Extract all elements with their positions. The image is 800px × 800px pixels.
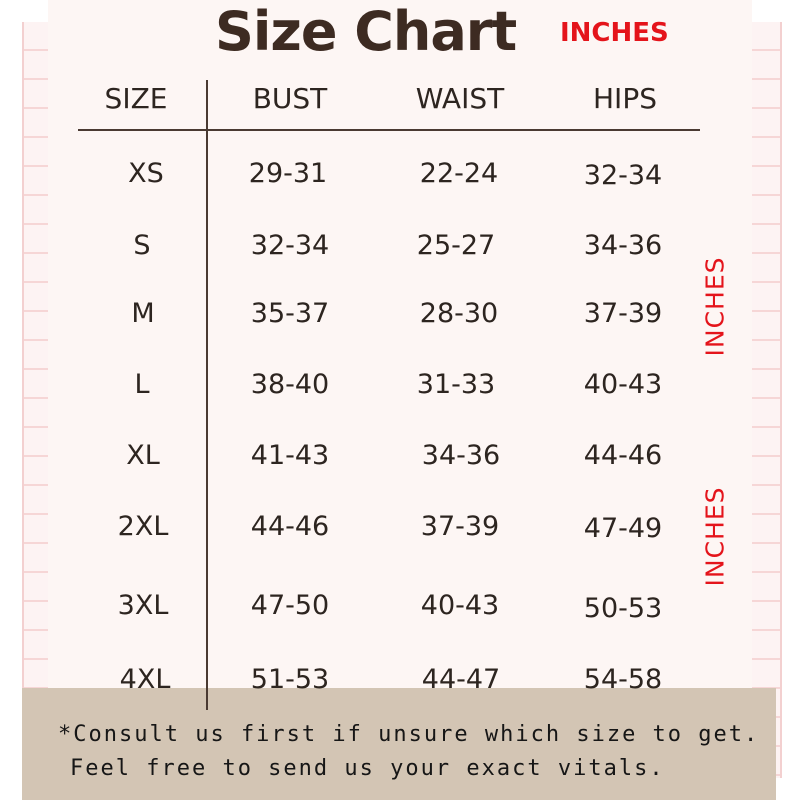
bust-cell: 29-31: [248, 158, 328, 189]
footer-note-vitals: Feel free to send us your exact vitals.: [70, 756, 665, 781]
size-cell: XS: [128, 158, 164, 189]
side-unit-label: INCHES: [700, 256, 730, 357]
hips-cell: 37-39: [583, 298, 663, 329]
waist-cell: 22-24: [419, 158, 499, 189]
waist-cell: 34-36: [421, 440, 501, 471]
size-cell: M: [131, 298, 155, 329]
page-title: Size Chart: [215, 0, 517, 63]
bust-cell: 35-37: [250, 298, 330, 329]
hips-cell: 44-46: [583, 440, 663, 471]
hips-cell: 54-58: [583, 664, 663, 695]
waist-cell: 28-30: [419, 298, 499, 329]
side-unit-label: INCHES: [700, 486, 730, 587]
waist-cell: 31-33: [416, 369, 496, 400]
bust-cell: 38-40: [250, 369, 330, 400]
hips-cell: 34-36: [583, 230, 663, 261]
hips-cell: 40-43: [583, 369, 663, 400]
size-cell: XL: [126, 440, 160, 471]
footer-note-consult: *Consult us first if unsure which size to get.: [58, 722, 760, 747]
bust-cell: 44-46: [250, 511, 330, 542]
hips-cell: 32-34: [583, 160, 663, 191]
header-divider: [78, 129, 700, 131]
header-waist: WAIST: [415, 82, 505, 115]
size-cell: 2XL: [117, 511, 169, 542]
size-cell: S: [133, 230, 151, 261]
header-bust: BUST: [252, 82, 328, 115]
bust-cell: 51-53: [250, 664, 330, 695]
bust-cell: 41-43: [250, 440, 330, 471]
hips-cell: 50-53: [583, 593, 663, 624]
header-size: SIZE: [104, 82, 168, 115]
waist-cell: 25-27: [416, 230, 496, 261]
size-cell: 3XL: [117, 590, 169, 621]
bust-cell: 32-34: [250, 230, 330, 261]
size-cell: L: [134, 369, 150, 400]
waist-cell: 37-39: [420, 511, 500, 542]
waist-cell: 40-43: [420, 590, 500, 621]
hips-cell: 47-49: [583, 513, 663, 544]
size-cell: 4XL: [119, 664, 171, 695]
header-hips: HIPS: [593, 82, 657, 115]
bust-cell: 47-50: [250, 590, 330, 621]
waist-cell: 44-47: [421, 664, 501, 695]
unit-label: INCHES: [560, 18, 669, 48]
